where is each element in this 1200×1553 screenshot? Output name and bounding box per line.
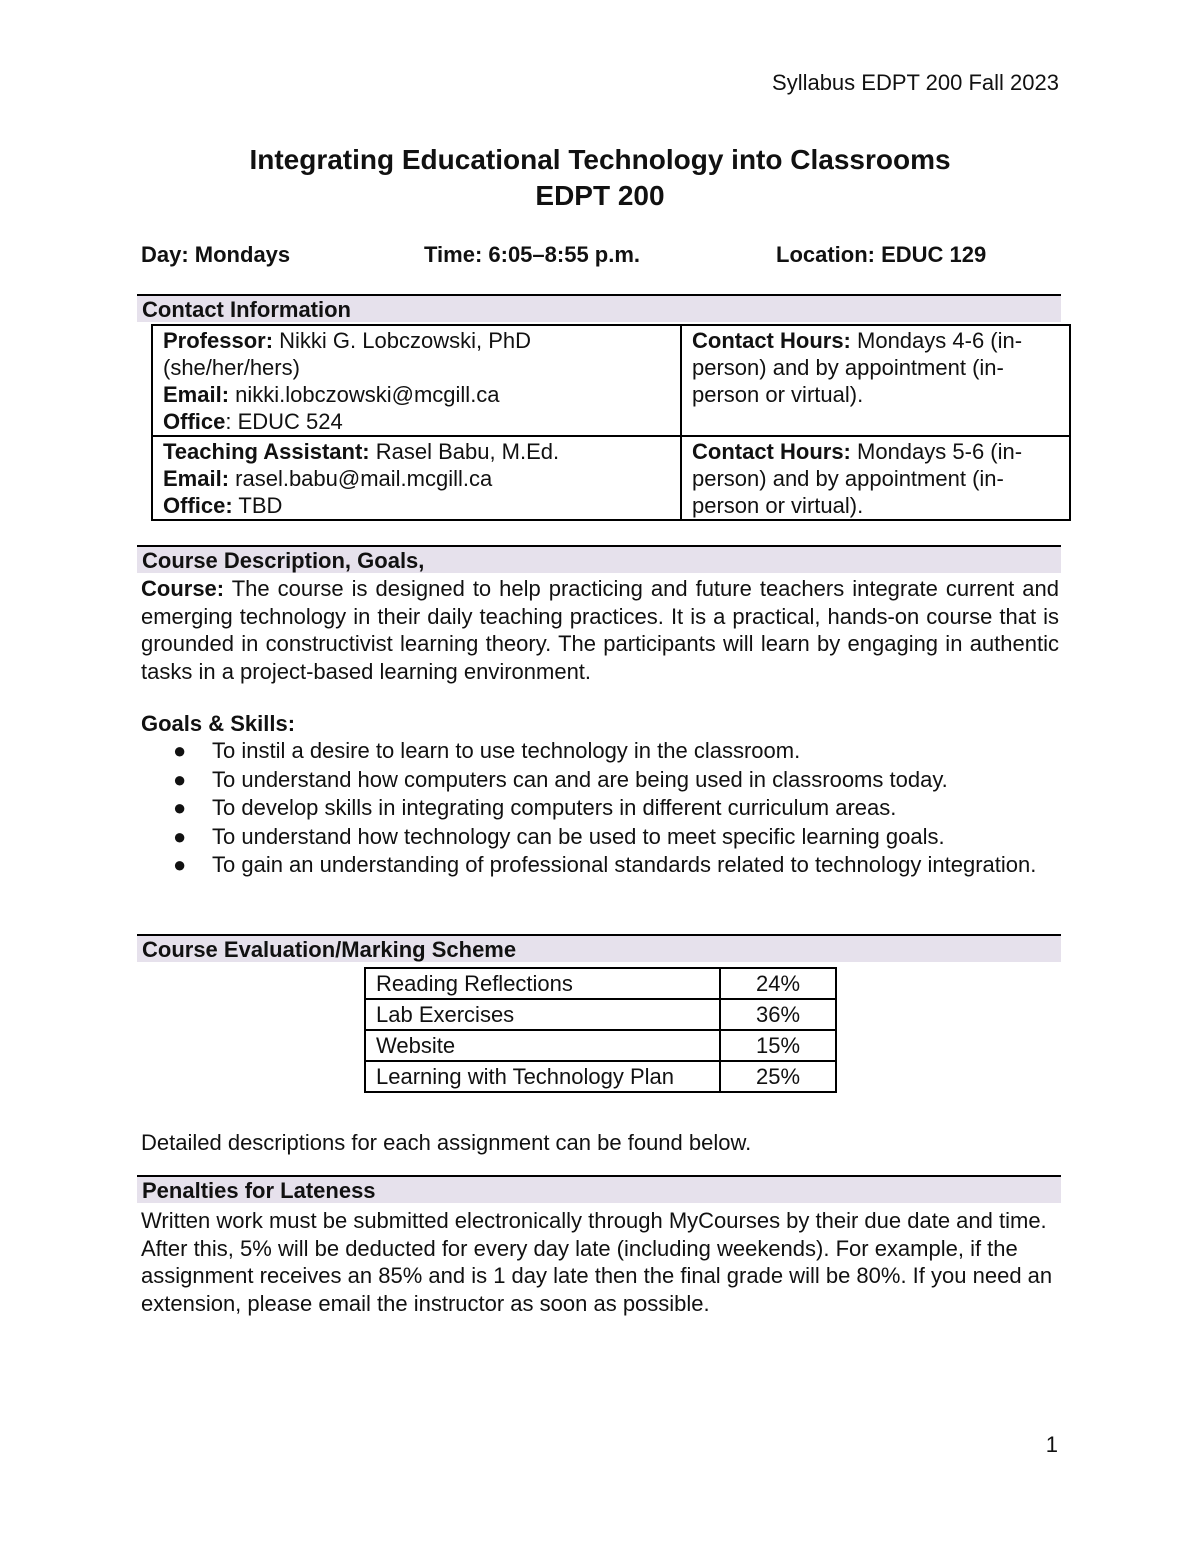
course-title: Integrating Educational Technology into Classrooms: [249, 144, 951, 175]
meeting-time: Time: 6:05–8:55 p.m.: [424, 242, 641, 267]
assessment-name: Website: [365, 1030, 720, 1061]
bullet-icon: ●: [173, 738, 187, 763]
list-item: ● To instil a desire to learn to use technology in the classroom.: [141, 737, 1041, 766]
professor-email: nikki.lobczowski@mcgill.ca: [229, 382, 500, 407]
professor-info-cell: [152, 325, 681, 436]
table-row: [365, 1061, 836, 1092]
professor-row: [152, 325, 1070, 436]
ta-email-line: Email: rasel.babu@mail.mcgill.ca: [163, 466, 493, 491]
marking-scheme-table: [364, 967, 837, 1093]
meeting-day: Day: Mondays: [141, 242, 291, 267]
professor-email-line: Email: nikki.lobczowski@mcgill.ca: [163, 382, 500, 407]
ta-info-cell: [152, 436, 681, 520]
ta-hours-cell: Contact Hours: Mondays 5-6 (in-person) and by appointment (in-person or virtual).: [681, 436, 1070, 520]
lateness-policy: Written work must be submitted electronically through MyCourses by their due date and time. After this, 5% will be deducted for every day late (including weekends). For example, if the assignment receives an 85% and is 1 day late then the final grade will be 80%. If you need an extension, please email the instructor as soon as possible.: [141, 1208, 1053, 1316]
lateness-section-heading: Penalties for Lateness: [137, 1175, 1061, 1203]
running-header: Syllabus EDPT 200 Fall 2023: [772, 70, 1059, 95]
list-item: ● To understand how computers can and are being used in classrooms today.: [141, 766, 1041, 795]
contact-section-heading: Contact Information: [137, 294, 1061, 322]
table-row: [365, 999, 836, 1030]
evaluation-section-heading: Course Evaluation/Marking Scheme: [137, 934, 1061, 962]
professor-name-line: Professor: Nikki G. Lobczowski, PhD: [163, 328, 532, 353]
ta-office-line: Office: TBD: [163, 493, 283, 518]
bullet-icon: ●: [173, 766, 187, 792]
list-item: ● To develop skills in integrating computers in different curriculum areas.: [141, 794, 1041, 823]
professor-office-line: Office: EDUC 524: [163, 409, 343, 434]
contact-table: [151, 324, 1071, 521]
ta-email: rasel.babu@mail.mcgill.ca: [229, 466, 493, 491]
assessment-weight: 24%: [720, 968, 836, 999]
bullet-icon: ●: [173, 852, 187, 877]
assessment-name: Reading Reflections: [365, 968, 720, 999]
professor-hours-cell: Contact Hours: Mondays 4-6 (in-person) and by appointment (in-person or virtual).: [681, 325, 1070, 436]
page-number: 1: [1045, 1432, 1058, 1457]
bullet-icon: ●: [173, 795, 187, 820]
course-description: Course: The course is designed to help practicing and future teachers integrate current and emerging technology in their daily teaching practices. It is a practical, hands-on course that is grounded in constructivist learning theory. The participants will learn by engaging in authentic tasks in a project-based learning environment.: [141, 576, 1059, 684]
course-code: EDPT 200: [535, 180, 665, 211]
description-section-heading: Course Description, Goals,: [137, 545, 1061, 573]
professor-pronouns: (she/her/hers): [163, 355, 300, 380]
list-item: ● To gain an understanding of professional standards related to technology integration.: [141, 851, 1041, 880]
assessment-weight: 15%: [720, 1030, 836, 1061]
table-row: [365, 968, 836, 999]
goals-list: [141, 737, 1041, 880]
evaluation-note: Detailed descriptions for each assignment can be found below.: [141, 1130, 752, 1155]
assessment-weight: 25%: [720, 1061, 836, 1092]
table-row: [365, 1030, 836, 1061]
ta-row: [152, 436, 1070, 520]
meeting-location: Location: EDUC 129: [776, 242, 987, 267]
assessment-weight: 36%: [720, 999, 836, 1030]
bullet-icon: ●: [173, 823, 187, 849]
ta-name-line: Teaching Assistant: Rasel Babu, M.Ed.: [163, 439, 560, 464]
assessment-name: Learning with Technology Plan: [365, 1061, 720, 1092]
assessment-name: Lab Exercises: [365, 999, 720, 1030]
list-item: ● To understand how technology can be used to meet specific learning goals.: [141, 823, 1041, 852]
goals-heading: Goals & Skills:: [141, 711, 296, 736]
